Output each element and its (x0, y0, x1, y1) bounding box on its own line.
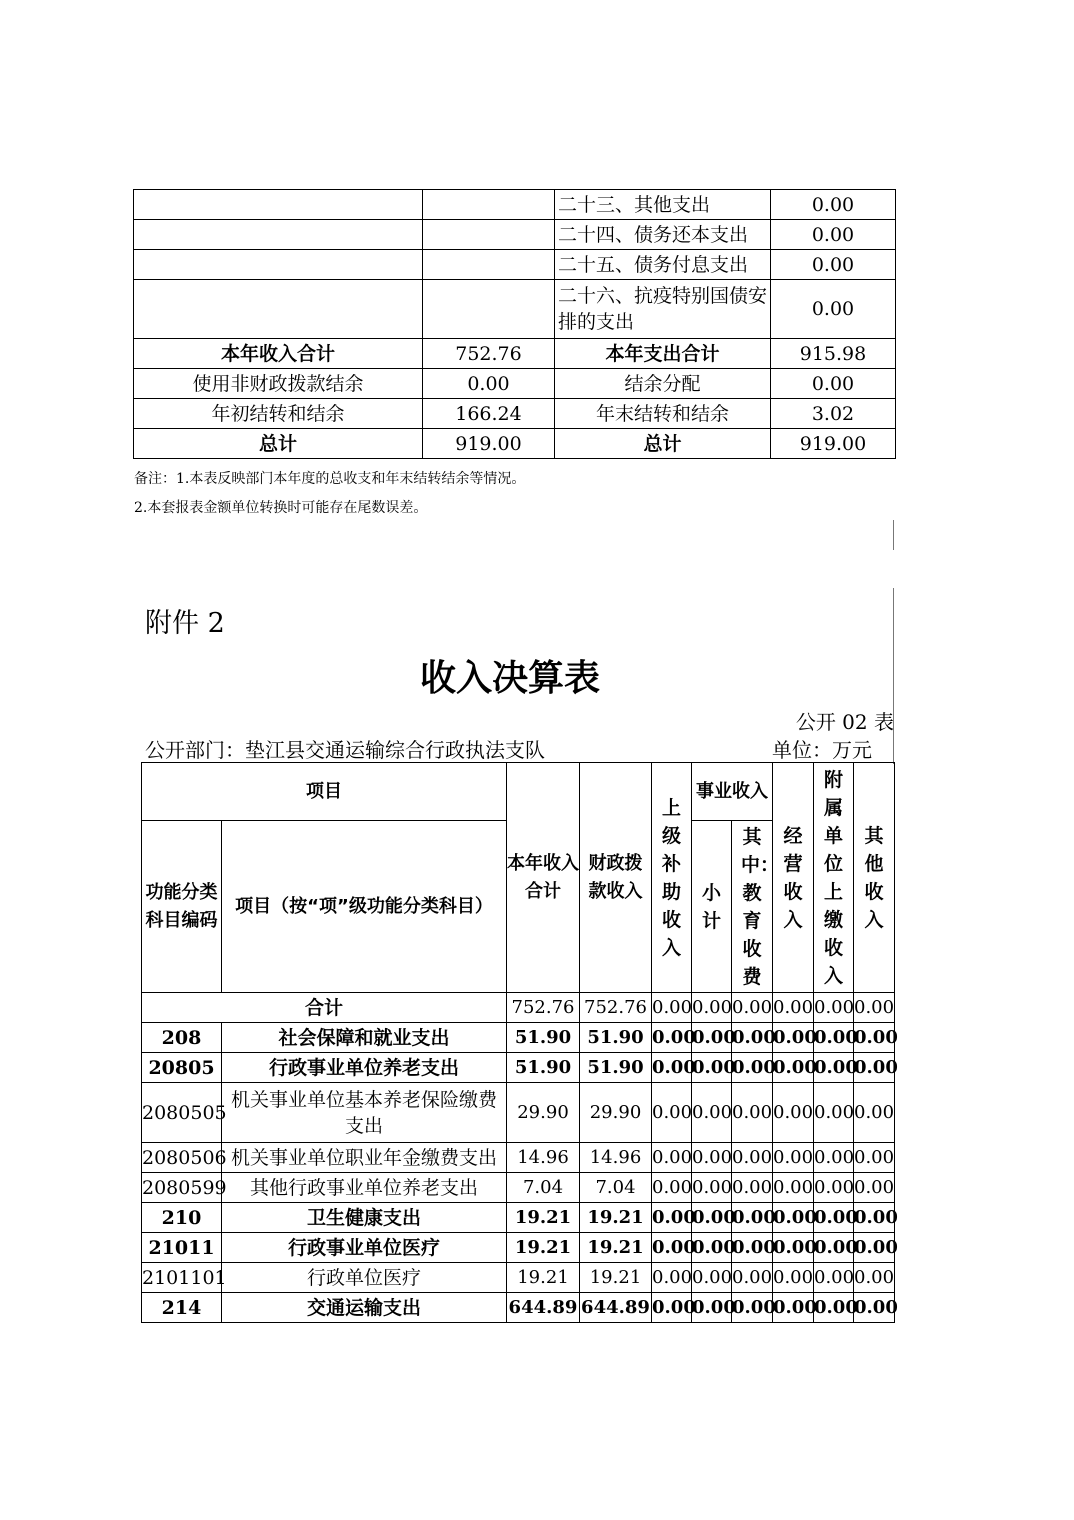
summary-cell-c3: 结余分配 (555, 369, 771, 399)
row-value: 19.21 (580, 1233, 652, 1263)
row-value: 0.00 (652, 1143, 692, 1173)
header-fiscal: 财政拨款收入 (580, 763, 652, 993)
header-education: 其中：教育收费 (732, 821, 773, 993)
row-value: 0.00 (692, 1173, 732, 1203)
summary-row (134, 339, 896, 369)
row-value: 7.04 (507, 1173, 580, 1203)
page-title: 收入决算表 (419, 657, 600, 699)
summary-cell-c2: 919.00 (423, 429, 555, 459)
row-value: 0.00 (692, 1293, 732, 1323)
summary-cell-c1 (134, 280, 423, 339)
row-value: 0.00 (773, 1143, 814, 1173)
row-value: 0.00 (814, 1203, 854, 1233)
table-code: 公开 02 表 (795, 710, 894, 734)
row-value: 0.00 (854, 1083, 895, 1143)
summary-cell-c3: 二十六、抗疫特别国债安排的支出 (555, 280, 771, 339)
row-value: 19.21 (507, 1233, 580, 1263)
summary-row (134, 280, 896, 339)
row-name: 机关事业单位职业年金缴费支出 (222, 1143, 507, 1173)
row-value: 51.90 (507, 1053, 580, 1083)
summary-row (134, 220, 896, 250)
note-1: 备注：1.本表反映部门本年度的总收支和年末结转结余等情况。 (134, 471, 526, 487)
row-value: 0.00 (773, 1053, 814, 1083)
table-row (142, 1053, 895, 1083)
row-value: 0.00 (732, 1173, 773, 1203)
row-value: 0.00 (652, 1293, 692, 1323)
summary-table (133, 189, 896, 459)
row-value: 0.00 (692, 1263, 732, 1293)
row-code: 2101101 (142, 1263, 222, 1293)
row-value: 0.00 (814, 1083, 854, 1143)
total-value: 752.76 (507, 993, 580, 1023)
row-value: 0.00 (732, 1143, 773, 1173)
row-value: 644.89 (507, 1293, 580, 1323)
row-value: 19.21 (580, 1263, 652, 1293)
row-code: 208 (142, 1023, 222, 1053)
row-name: 行政事业单位医疗 (222, 1233, 507, 1263)
row-value: 0.00 (652, 1173, 692, 1203)
summary-cell-c3: 本年支出合计 (555, 339, 771, 369)
summary-cell-c4: 0.00 (771, 250, 896, 280)
row-code: 20805 (142, 1053, 222, 1083)
row-value: 0.00 (854, 1263, 895, 1293)
summary-cell-c1: 总计 (134, 429, 423, 459)
row-value: 0.00 (854, 1053, 895, 1083)
header-other: 其他收入 (854, 763, 895, 993)
summary-cell-c1: 年初结转和结余 (134, 399, 423, 429)
department-label: 公开部门：垫江县交通运输综合行政执法支队 (145, 738, 545, 762)
summary-cell-c1: 使用非财政拨款结余 (134, 369, 423, 399)
table-row (142, 1203, 895, 1233)
row-value: 0.00 (773, 1203, 814, 1233)
row-value: 0.00 (652, 1083, 692, 1143)
row-value: 0.00 (814, 1293, 854, 1323)
summary-cell-c1 (134, 220, 423, 250)
summary-cell-c4: 0.00 (771, 369, 896, 399)
unit-label: 单位：万元 (772, 738, 872, 762)
row-value: 0.00 (652, 1023, 692, 1053)
total-value: 0.00 (732, 993, 773, 1023)
row-value: 0.00 (773, 1293, 814, 1323)
row-value: 0.00 (773, 1173, 814, 1203)
row-value: 0.00 (732, 1053, 773, 1083)
summary-row (134, 250, 896, 280)
header-superior: 上级补助收入 (652, 763, 692, 993)
note-2: 2.本套报表金额单位转换时可能存在尾数误差。 (134, 500, 428, 516)
total-label: 合计 (142, 993, 507, 1023)
summary-cell-c4: 0.00 (771, 220, 896, 250)
summary-cell-c2: 166.24 (423, 399, 555, 429)
row-value: 51.90 (580, 1023, 652, 1053)
row-code: 2080506 (142, 1143, 222, 1173)
row-value: 0.00 (692, 1083, 732, 1143)
table-row (142, 1083, 895, 1143)
row-value: 51.90 (580, 1053, 652, 1083)
row-value: 0.00 (732, 1083, 773, 1143)
row-value: 0.00 (692, 1023, 732, 1053)
table-row (142, 1263, 895, 1293)
row-name: 社会保障和就业支出 (222, 1023, 507, 1053)
row-value: 0.00 (692, 1143, 732, 1173)
row-value: 0.00 (732, 1263, 773, 1293)
summary-cell-c2: 752.76 (423, 339, 555, 369)
summary-cell-c1 (134, 190, 423, 220)
row-value: 29.90 (507, 1083, 580, 1143)
summary-row (134, 369, 896, 399)
row-value: 0.00 (692, 1203, 732, 1233)
header-business: 事业收入 (692, 763, 773, 821)
summary-cell-c4: 0.00 (771, 280, 896, 339)
table-row (142, 1023, 895, 1053)
row-value: 0.00 (854, 1293, 895, 1323)
total-row (142, 993, 895, 1023)
total-value: 0.00 (652, 993, 692, 1023)
row-value: 0.00 (814, 1173, 854, 1203)
header-project: 项目 (142, 763, 507, 821)
row-value: 0.00 (854, 1023, 895, 1053)
total-value: 0.00 (692, 993, 732, 1023)
summary-cell-c3: 二十三、其他支出 (555, 190, 771, 220)
row-value: 0.00 (854, 1203, 895, 1233)
row-value: 51.90 (507, 1023, 580, 1053)
row-value: 0.00 (652, 1203, 692, 1233)
row-name: 其他行政事业单位养老支出 (222, 1173, 507, 1203)
summary-cell-c1 (134, 250, 423, 280)
row-name: 行政单位医疗 (222, 1263, 507, 1293)
attachment-number: 2 (207, 608, 225, 639)
summary-cell-c3: 二十五、债务付息支出 (555, 250, 771, 280)
attachment-heading (145, 601, 225, 640)
table-row (142, 1143, 895, 1173)
summary-cell-c2: 0.00 (423, 369, 555, 399)
header-name: 项目（按“项”级功能分类科目） (222, 821, 507, 993)
row-value: 7.04 (580, 1173, 652, 1203)
row-value: 0.00 (732, 1233, 773, 1263)
row-value: 0.00 (692, 1233, 732, 1263)
row-name: 机关事业单位基本养老保险缴费支出 (222, 1083, 507, 1143)
row-code: 210 (142, 1203, 222, 1233)
row-value: 0.00 (652, 1263, 692, 1293)
row-value: 14.96 (580, 1143, 652, 1173)
row-value: 19.21 (507, 1263, 580, 1293)
header-subtotal: 小计 (692, 821, 732, 993)
summary-cell-c3: 总计 (555, 429, 771, 459)
row-value: 29.90 (580, 1083, 652, 1143)
row-code: 214 (142, 1293, 222, 1323)
row-value: 0.00 (814, 1233, 854, 1263)
summary-cell-c3: 年末结转和结余 (555, 399, 771, 429)
income-table (141, 762, 898, 1323)
row-value: 0.00 (652, 1053, 692, 1083)
header-total: 本年收入合计 (507, 763, 580, 993)
summary-row (134, 190, 896, 220)
header-operating: 经营收入 (773, 763, 814, 993)
row-value: 0.00 (854, 1143, 895, 1173)
row-value: 0.00 (814, 1143, 854, 1173)
row-name: 交通运输支出 (222, 1293, 507, 1323)
total-value: 0.00 (773, 993, 814, 1023)
total-value: 752.76 (580, 993, 652, 1023)
row-value: 0.00 (732, 1203, 773, 1233)
row-value: 0.00 (854, 1233, 895, 1263)
row-code: 2080599 (142, 1173, 222, 1203)
summary-cell-c4: 919.00 (771, 429, 896, 459)
row-value: 0.00 (814, 1053, 854, 1083)
row-name: 卫生健康支出 (222, 1203, 507, 1233)
row-code: 21011 (142, 1233, 222, 1263)
attachment-label: 附件 (145, 608, 199, 639)
row-code: 2080505 (142, 1083, 222, 1143)
summary-cell-c2 (423, 280, 555, 339)
row-value: 19.21 (580, 1203, 652, 1233)
row-value: 0.00 (692, 1053, 732, 1083)
header-code: 功能分类科目编码 (142, 821, 222, 993)
row-value: 0.00 (773, 1083, 814, 1143)
summary-cell-c4: 0.00 (771, 190, 896, 220)
row-value: 0.00 (732, 1293, 773, 1323)
total-value: 0.00 (814, 993, 854, 1023)
summary-cell-c2 (423, 190, 555, 220)
row-value: 0.00 (652, 1233, 692, 1263)
row-value: 0.00 (854, 1173, 895, 1203)
summary-cell-c2 (423, 250, 555, 280)
row-value: 14.96 (507, 1143, 580, 1173)
row-value: 0.00 (814, 1263, 854, 1293)
row-value: 0.00 (814, 1023, 854, 1053)
summary-cell-c1: 本年收入合计 (134, 339, 423, 369)
summary-row (134, 399, 896, 429)
summary-cell-c3: 二十四、债务还本支出 (555, 220, 771, 250)
summary-cell-c4: 915.98 (771, 339, 896, 369)
table-row (142, 1293, 895, 1323)
row-value: 0.00 (773, 1023, 814, 1053)
summary-cell-c4: 3.02 (771, 399, 896, 429)
total-value: 0.00 (854, 993, 895, 1023)
table-row (142, 1233, 895, 1263)
row-value: 0.00 (732, 1023, 773, 1053)
table-row (142, 1173, 895, 1203)
row-value: 0.00 (773, 1263, 814, 1293)
row-value: 644.89 (580, 1293, 652, 1323)
header-affiliated: 附属单位上缴收入 (814, 763, 854, 993)
row-name: 行政事业单位养老支出 (222, 1053, 507, 1083)
row-value: 0.00 (773, 1233, 814, 1263)
summary-cell-c2 (423, 220, 555, 250)
divider (893, 520, 894, 550)
row-value: 19.21 (507, 1203, 580, 1233)
summary-row (134, 429, 896, 459)
